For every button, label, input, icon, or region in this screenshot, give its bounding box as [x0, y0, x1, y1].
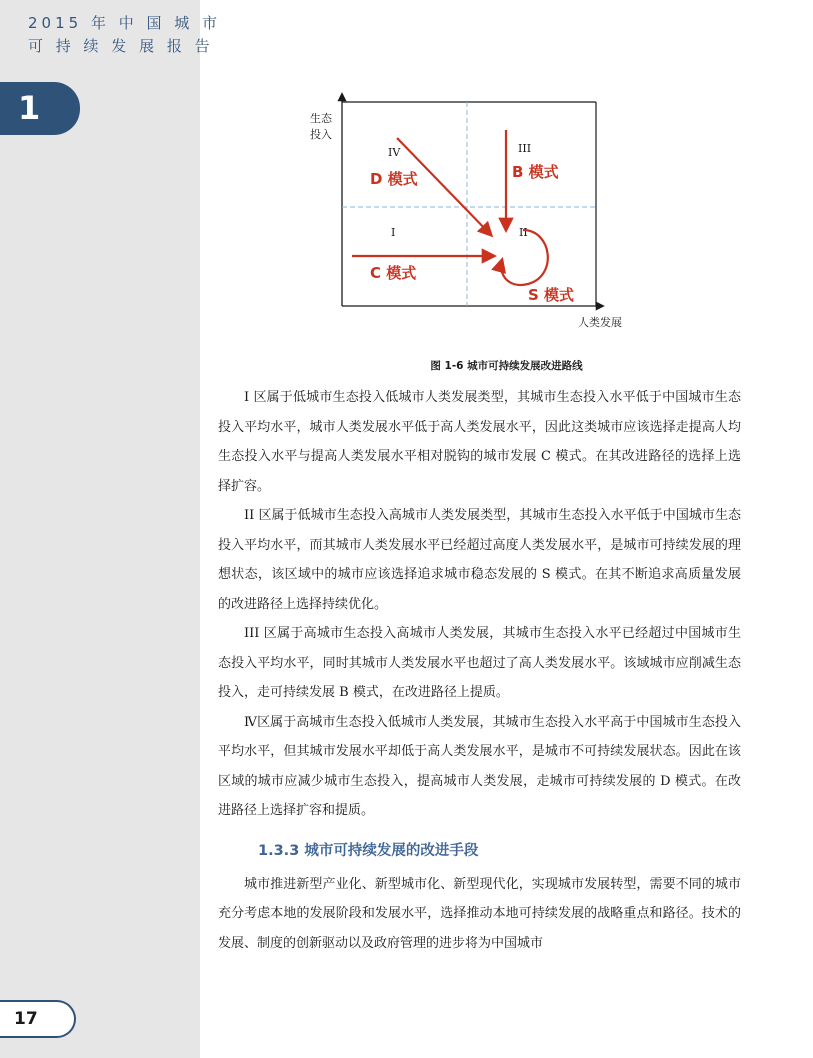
book-title-line1: 2015 年 中 国 城 市	[28, 14, 222, 32]
s-mode-label: S 模式	[528, 286, 575, 304]
body-text	[218, 383, 741, 958]
section-heading: 1.3.3 城市可持续发展的改进手段	[258, 842, 479, 859]
y-axis-label-line1: 生态	[310, 112, 332, 125]
paragraph-improvement-means: 城市推进新型产业化、新型城市化、新型现代化，实现城市发展转型，需要不同的城市充分考虑本地的发展阶段和发展水平，选择推动本地可持续发展的战略重点和路径。技术的发展、制度的创新驱动以及政府管理的进步将为中国城市	[218, 876, 741, 951]
d-mode-label: D 模式	[370, 170, 418, 188]
quadrant-diagram	[290, 80, 650, 340]
paragraph-quadrant-iii: III 区属于高城市生态投入高城市人类发展，其城市生态投入水平已经超过中国城市生态投入平均水平，同时其城市人类发展水平也超过了高人类发展水平。该域城市应削减生态投入，走可持续发展 B 模式，在改进路径上提质。	[218, 626, 741, 700]
quadrant-iii-label: III	[518, 142, 532, 155]
book-title	[28, 12, 222, 58]
quadrant-ii-label: II	[519, 226, 528, 239]
paragraph-quadrant-i: I 区属于低城市生态投入低城市人类发展类型，其城市生态投入水平低于中国城市生态投入平均水平，城市人类发展水平低于高人类发展水平，因此这类城市应该选择走提高人均生态投入水平与提高人类发展水平相对脱钩的城市发展 C 模式。在其改进路径的选择上选择扩容。	[218, 390, 741, 494]
paragraph-quadrant-ii: II 区属于低城市生态投入高城市人类发展类型，其城市生态投入水平低于中国城市生态投入平均水平，而其城市人类发展水平已经超过高度人类发展水平，是城市可持续发展的理想状态，该区域中的城市应该选择追求城市稳态发展的 S 模式。在其不断追求高质量发展的改进路径上选择持续优化。	[218, 508, 741, 612]
figure-improvement-paths	[290, 80, 650, 340]
x-axis-label: 人类发展	[578, 316, 622, 329]
page-number: 17	[0, 1000, 76, 1038]
figure-caption: 图 1-6 城市可持续发展改进路线	[430, 360, 583, 372]
chapter-tab: 1	[0, 82, 80, 135]
b-mode-label: B 模式	[512, 163, 559, 181]
book-title-line2: 可 持 续 发 展 报 告	[28, 37, 214, 55]
quadrant-iv-label: IV	[388, 146, 401, 159]
quadrant-i-label: I	[391, 226, 396, 239]
sidebar	[0, 0, 222, 1058]
paragraph-quadrant-iv: Ⅳ区属于高城市生态投入低城市人类发展，其城市生态投入水平高于中国城市生态投入平均水平，但其城市发展水平却低于高人类发展水平，是城市不可持续发展状态。因此在该区域的城市应减少城市生态投入，提高城市人类发展，走城市可持续发展的 D 模式。在改进路径上选择扩容和提质。	[218, 714, 741, 818]
y-axis-label-line2: 投入	[310, 128, 332, 141]
c-mode-label: C 模式	[370, 264, 417, 282]
